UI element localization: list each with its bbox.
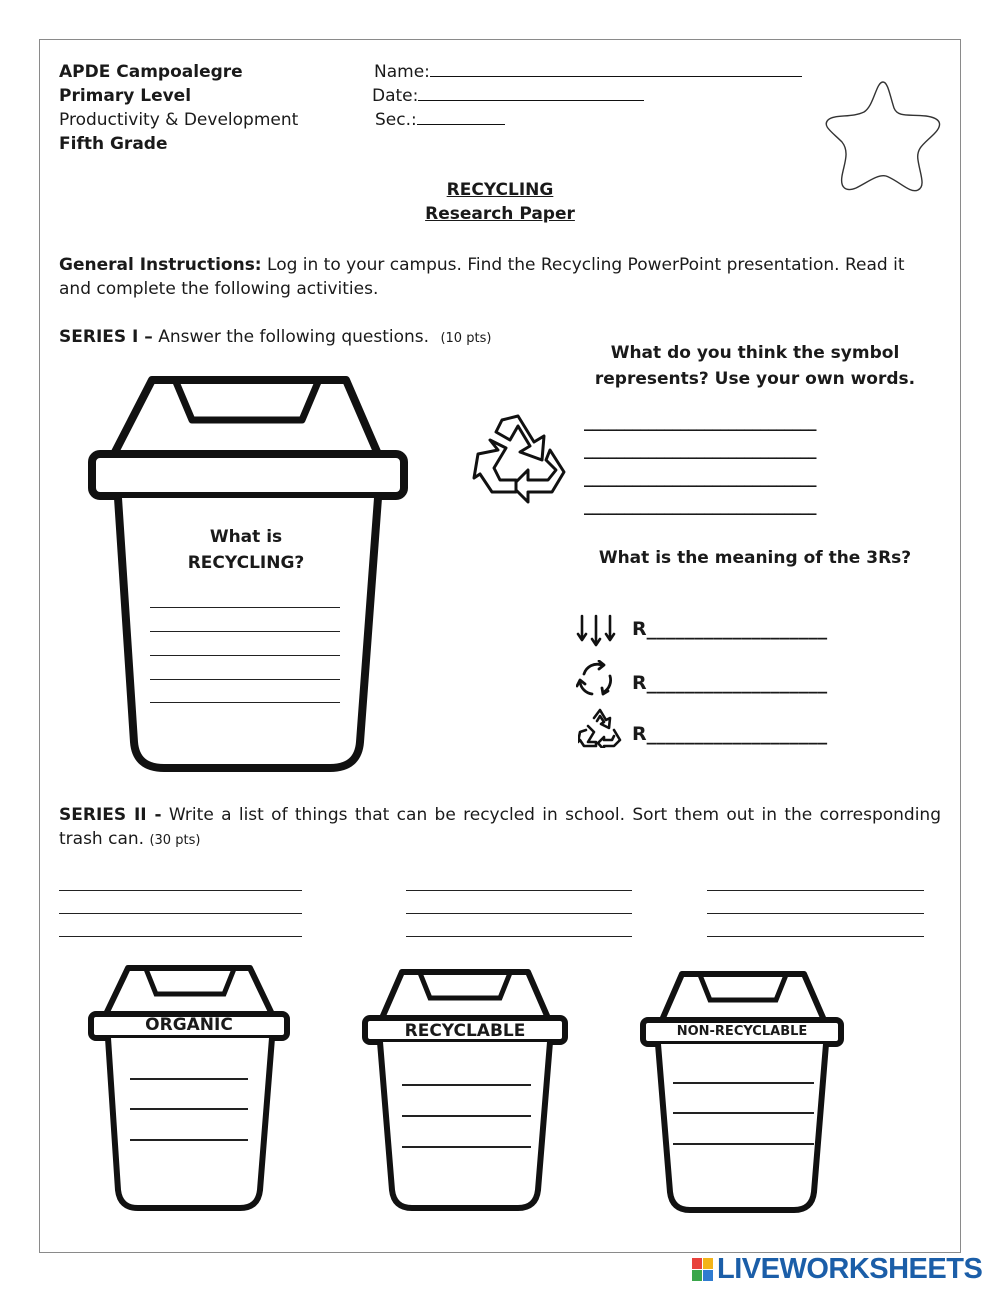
bin-answer-line-2[interactable] [150, 631, 340, 632]
nonrecyclable-bin-icon [638, 970, 846, 1216]
recyclable-bin-label: RECYCLABLE [404, 1021, 526, 1041]
series2-label: SERIES II - [59, 805, 162, 825]
level-label: Primary Level [59, 86, 192, 106]
recycle-symbol-icon [472, 410, 572, 508]
reuse-answer-line[interactable]: R___________________ [632, 672, 828, 694]
recyclable-list-line-3[interactable] [406, 936, 632, 937]
recycle-answer-line[interactable]: R___________________ [632, 723, 828, 745]
series1-label: SERIES I – [59, 327, 153, 347]
organic-list-line-3[interactable] [59, 936, 302, 937]
bin-answer-line-3[interactable] [150, 655, 340, 656]
rs-question: What is the meaning of the 3Rs? [598, 548, 912, 568]
nonrecyclable-list-line-1[interactable] [707, 890, 924, 891]
school-name: APDE Campoalegre [59, 62, 243, 82]
reuse-cycle-icon [576, 660, 616, 698]
liveworksheets-logo-icon [692, 1258, 714, 1282]
recyclable-bin-line-3[interactable] [402, 1146, 531, 1148]
series2-points: (30 pts) [149, 833, 201, 848]
bin-answer-line-1[interactable] [150, 607, 340, 608]
date-label: Date: [372, 86, 419, 106]
name-field[interactable] [374, 60, 802, 84]
date-field[interactable] [372, 84, 644, 108]
recyclable-bin-line-2[interactable] [402, 1115, 531, 1117]
page-title: RECYCLING [446, 180, 554, 200]
star-outline-icon [820, 76, 946, 196]
symbol-answer-line-3[interactable]: _____________________________ [584, 468, 816, 488]
nonrecyclable-list-line-2[interactable] [707, 913, 924, 914]
nonrecyclable-bin-line-3[interactable] [673, 1143, 814, 1145]
series1-text: Answer the following questions. [158, 327, 430, 347]
sec-label: Sec.: [375, 110, 417, 130]
symbol-answer-line-1[interactable]: _____________________________ [584, 412, 816, 432]
nonrecyclable-list-line-3[interactable] [707, 936, 924, 937]
organic-bin-label: ORGANIC [145, 1015, 233, 1035]
recycle-triangle-icon [578, 708, 622, 748]
series2-heading [59, 803, 941, 853]
organic-bin-line-3[interactable] [130, 1139, 248, 1141]
recyclable-list-line-2[interactable] [406, 913, 632, 914]
recyclable-bin-icon [360, 968, 570, 1214]
liveworksheets-logo-text[interactable]: LIVEWORKSHEETS [717, 1253, 983, 1285]
name-input-line[interactable] [430, 60, 802, 77]
page-subtitle: Research Paper [425, 204, 575, 224]
bin-answer-line-5[interactable] [150, 702, 340, 703]
large-trash-bin-icon [84, 374, 410, 778]
series2-text: Write a list of things that can be recycled in school. Sort them out in the corresponding trash can. [59, 805, 942, 849]
general-instructions [59, 253, 919, 301]
organic-list-line-2[interactable] [59, 913, 302, 914]
symbol-answer-line-2[interactable]: _____________________________ [584, 440, 816, 460]
bin-question-line1: What is [209, 527, 283, 547]
series1-points: (10 pts) [440, 331, 492, 346]
bin-question-line2: RECYCLING? [187, 553, 305, 573]
reduce-answer-line[interactable]: R___________________ [632, 618, 828, 640]
instructions-text: Log in to your campus. Find the Recycling PowerPoint presentation. Read it and complete the following activities. [59, 255, 905, 299]
grade-label: Fifth Grade [59, 134, 168, 154]
organic-bin-line-1[interactable] [130, 1078, 248, 1080]
date-input-line[interactable] [418, 84, 644, 101]
name-label: Name: [374, 62, 430, 82]
recyclable-bin-line-1[interactable] [402, 1084, 531, 1086]
reduce-arrows-icon [576, 613, 616, 649]
organic-bin-icon [86, 964, 292, 1214]
nonrecyclable-bin-line-2[interactable] [673, 1112, 814, 1114]
sec-input-line[interactable] [417, 108, 505, 125]
symbol-answer-line-4[interactable]: _____________________________ [584, 496, 816, 516]
bin-answer-line-4[interactable] [150, 679, 340, 680]
organic-bin-line-2[interactable] [130, 1108, 248, 1110]
organic-list-line-1[interactable] [59, 890, 302, 891]
symbol-question: What do you think the symbol represents? Use your own words. [594, 343, 916, 389]
nonrecyclable-bin-line-1[interactable] [673, 1082, 814, 1084]
section-field[interactable] [375, 108, 505, 132]
instructions-label: General Instructions: [59, 255, 262, 275]
nonrecyclable-bin-label: NON-RECYCLABLE [676, 1024, 808, 1039]
recyclable-list-line-1[interactable] [406, 890, 632, 891]
series1-heading [59, 325, 491, 351]
subject-label: Productivity & Development [59, 110, 299, 130]
